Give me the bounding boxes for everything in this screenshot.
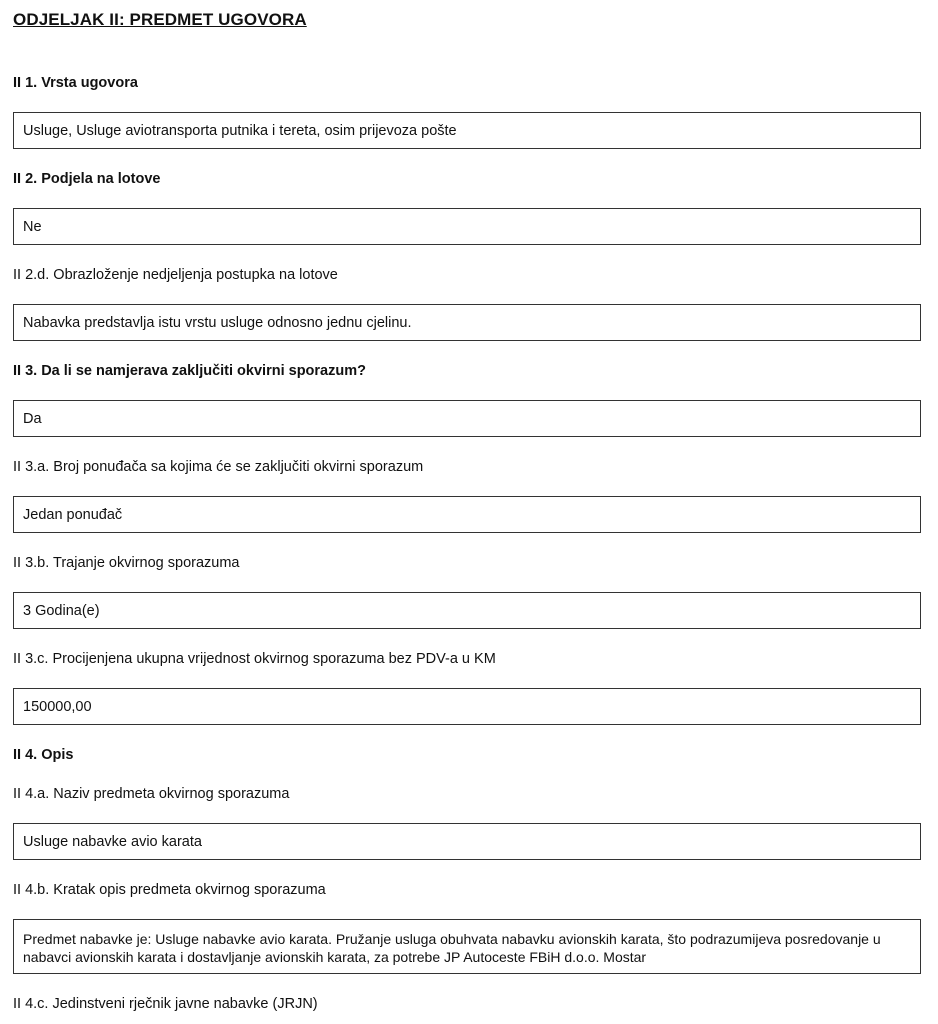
- field-bidder-count: Jedan ponuđač: [13, 496, 921, 533]
- label-contract-type: II 1. Vrsta ugovora: [13, 75, 138, 91]
- field-estimated-value: 150000,00: [13, 688, 921, 725]
- field-subject-name: Usluge nabavke avio karata: [13, 823, 921, 860]
- label-agreement-duration: II 3.b. Trajanje okvirnog sporazuma: [13, 555, 240, 571]
- label-bidder-count: II 3.a. Broj ponuđača sa kojima će se zaključiti okvirni sporazum: [13, 459, 424, 475]
- section-title: ODJELJAK II: PREDMET UGOVORA: [13, 10, 307, 29]
- label-framework-agreement: II 3. Da li se namjerava zaključiti okvirni sporazum?: [13, 363, 366, 379]
- label-lots: II 2. Podjela na lotove: [13, 171, 161, 187]
- field-agreement-duration: 3 Godina(e): [13, 592, 921, 629]
- field-framework-agreement: Da: [13, 400, 921, 437]
- field-short-description: Predmet nabavke je: Usluge nabavke avio karata. Pružanje usluga obuhvata nabavku avionskih karata, što podrazumijeva posredovanje u nabavci avionskih karata i dostavljanje avionskih karata, za potrebe JP Autoceste FBiH d.o.o. Mostar: [13, 919, 921, 974]
- field-lots-justification: Nabavka predstavlja istu vrstu usluge odnosno jednu cjelinu.: [13, 304, 921, 341]
- label-estimated-value: II 3.c. Procijenjena ukupna vrijednost okvirnog sporazuma bez PDV-a u KM: [13, 651, 496, 667]
- label-subject-name: II 4.a. Naziv predmeta okvirnog sporazuma: [13, 786, 290, 802]
- field-contract-type: Usluge, Usluge aviotransporta putnika i tereta, osim prijevoza pošte: [13, 112, 921, 149]
- label-description: II 4. Opis: [13, 747, 74, 763]
- label-lots-justification: II 2.d. Obrazloženje nedjeljenja postupka na lotove: [13, 267, 338, 283]
- label-jrjn: II 4.c. Jedinstveni rječnik javne nabavke (JRJN): [13, 996, 318, 1012]
- label-short-description: II 4.b. Kratak opis predmeta okvirnog sporazuma: [13, 882, 326, 898]
- field-lots: Ne: [13, 208, 921, 245]
